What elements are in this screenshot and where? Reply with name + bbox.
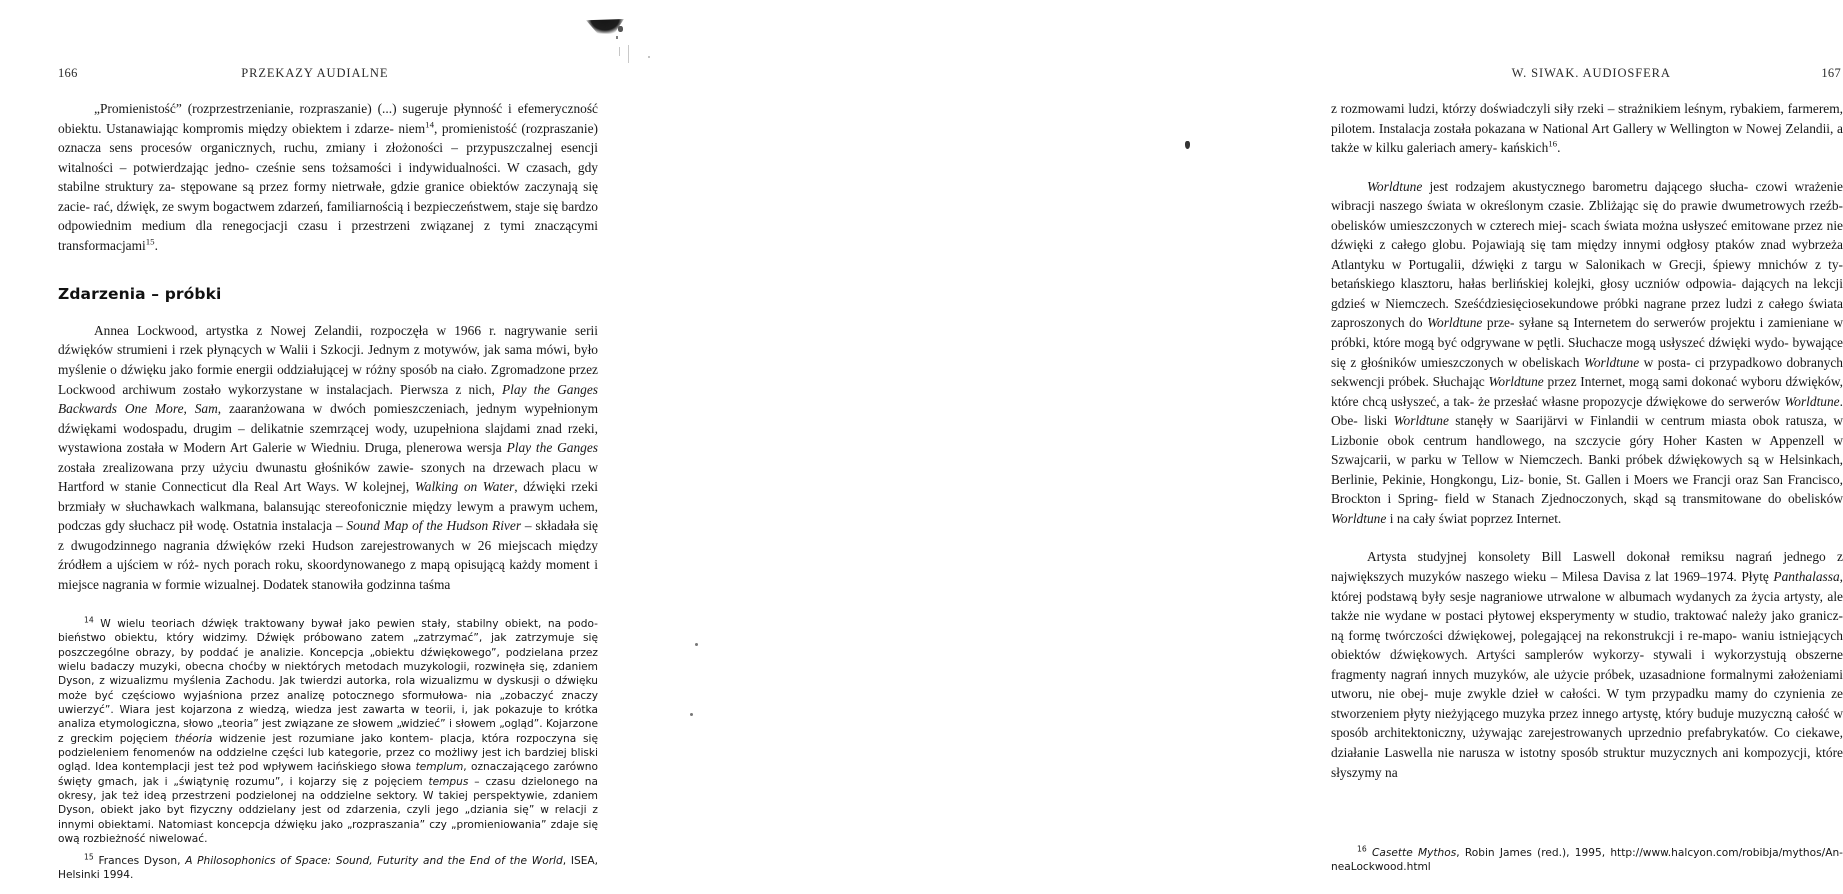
left-page	[0, 0, 631, 894]
right-page-text-column	[1331, 99, 1843, 782]
title-worldtune-2: Worldtune	[1427, 315, 1483, 331]
term-templum: templum	[415, 761, 464, 774]
title-play-the-ganges: Play the Ganges	[506, 440, 598, 456]
footnote-marker-15: 15	[84, 851, 94, 861]
paragraph-worldtune: Worldtune jest rodzajem akustycznego barometru dającego słucha- czowi wrażenie wibracji naszego świata w określonym czasie. Zbliżając się do prawie dwumetrowych rzeźb-obelisków umieszczonych w czterech miej- scach świata można usłyszeć emitowane przez nie dźwięki z całego globu. Pojawiają się tam między innymi odgłosy ptaków znad wybrzeża Atlantyku w Portugalii, dźwięki z targu w Salonikach w Grecji, śpiewy mnichów z ty- betańskiego klasztoru, hałas berlińskiej kolejki, głosy uczniów odpowia- dających na lekcji gdzieś w Niemczech. Sześćdziesięciosekundowe próbki nagrane przez ludzi z całego świata zaproszonych do Worldtune prze- syłane są Internetem do serwerów projektu i zamieniane w próbki, które mogą być odgrywane w pętli. Słuchacze mogą usłyszeć dźwięki wydo- bywające się z głośników umieszczonych w obeliskach Worldtune w posta- ci przypadkowo dobranych sekwencji próbek. Słuchając Worldtune przez Internet, mogą sami dokonać wyboru dźwięków, które chcą usłyszeć, a tak- że przesłać własne propozycje dźwiękowe do serwerów Worldtune. Obe- liski Worldtune stanęły w Saarijärvi w Finlandii w centrum miasta obok ratusza, w Lizbonie obok centrum handlowego, na szczycie góry Hoher Kasten w Appenzell w Szwajcarii, w parku w Tellow w Niemczech. Banki próbek dźwiękowych są w Helsinkach, Berlinie, Pekinie, Hongkongu, Liz- bonie, St. Gallen i Moers we Francji oraz San Francisco, Brockton i Spring- field w Stanach Zjednoczonych, skąd są transmitowane do obelisków Worldtune i na cały świat poprzez Internet.	[1331, 178, 1843, 526]
title-philosophonics: A Philosophonics of Space: Sound, Futurity and the End of the World	[185, 854, 563, 867]
footnote-14: $^{14}$ W wielu teoriach dźwięk traktowany bywał jako pewien stały, stabilny obiekt, na podo- bieństwo obiektu, który widzimy. Dźwięk próbowano zatem „zatrzymać”, jak zatrzymuje się poszczególne obrazy, by poddać je analizie. Koncepcja „obiektu dźwiękowego”, podzielana przez wielu badaczy muzyki, obecna choćby w niektórych metodach muzykologii, rozwinęła się, zdaniem Dyson, z wizualizmu myślenia Zachodu. Jak twierdzi autorka, rola wizualizmu w dyskusji o dźwięku może być częściowo wyjaśniona przez analizę potocznego sformułowa- nia „zobaczyć znaczy uwierzyć”. Wiara jest kojarzona z wiedzą, wiedza jest zawarta w teorii, i, jak pokazuje to krótka analiza etymologiczna, słowo „teoria” jest związane ze słowem „widzieć” i słowem „ogląd”. Kojarzone z greckim pojęciem théoria widzenie jest rozumiane jako kontem- placja, która rozpoczyna się podzieleniem fenomenów na oddzielne części lub kategorie, przez co możliwy jest ich bardziej bliski ogląd. Idea kontemplacji jest też pod wpływem łacińskiego słowa templum, oznaczającego zarówno święty gmach, jak i „świątynię rozumu”, i kojarzy się z pojęciem tempus – czasu dzielonego na okresy, jak też ideą przestrzeni podzielonej na oddzielne sektory. W takiej perspektywie, zdaniem Dyson, obiekt jako byt fizyczny oddzielany jest od zdarzenia, czyli jego „dziania się” w relacji z innymi obiektami. Natomiast koncepcja dźwięku jako „rozpraszania” czy „promieniowania” zdaje się ową rozbieżność niwelować.	[58, 615, 598, 846]
running-head-right	[1331, 66, 1841, 81]
paragraph-quote-promienistosc: „Promienistość” (rozprzestrzenianie, rozpraszanie) (...) sugeruje płynność i efemeryczność obiektu. Ustanawiając kompromis między obiektem i zdarze- niem$^{14}$, promienistość (rozpraszanie) oznacza sens procesów organicznych, ruchu, zmiany i złożoności – przypuszczalnej esencji witalności – potwierdzając jedno- cześnie sens tożsamości i indywidualności. W czasach, gdy stabilne struktury za- stępowane są przez formy nietrwałe, gdzie granice obiektów zaczynają się zacie- rać, dźwięk, ze swym bogactwem zdarzeń, familiarnością i bezpieczeństwem, staje się bardzo odpowiednim medium dla renegocjacji czasu i przestrzeni związanej z tymi znaczącymi transformacjami$^{15}$.	[58, 101, 598, 253]
page-number-left: 166	[58, 66, 78, 80]
title-panthalassa: Panthalassa	[1773, 569, 1840, 585]
footnote-marker-14: 14	[84, 615, 94, 625]
title-worldtune-3: Worldtune	[1583, 354, 1640, 370]
running-head-title-left: PRZEKAZY AUDIALNE	[241, 66, 389, 80]
footnote-16: $^{16}$ Casette Mythos, Robin James (red.), 1995, http://www.halcyon.com/robibja/mythos/An-neaLockwood.html	[1331, 844, 1843, 874]
footnote-ref-16[interactable]: 16	[1548, 138, 1558, 149]
running-head-title-right: W. SIWAK. AUDIOSFERA	[1511, 66, 1671, 80]
footnote-marker-16: 16	[1357, 844, 1367, 854]
footnote-ref-14[interactable]: 14	[425, 119, 434, 130]
title-casette-mythos: Casette Mythos	[1371, 847, 1457, 859]
section-heading-zdarzenia-probki: Zdarzenia – próbki	[58, 285, 222, 304]
right-page	[631, 0, 1843, 894]
left-page-text-column	[58, 99, 598, 595]
title-worldtune-1: Worldtune	[1367, 178, 1423, 194]
title-worldtune-4: Worldtune	[1488, 374, 1544, 390]
title-play-the-ganges-backwards: Play the Ganges Backwards One More, Sam	[58, 381, 598, 417]
page-number-right: 167	[1821, 66, 1841, 80]
title-walking-on-water: Walking on Water	[414, 479, 515, 495]
right-page-footnotes	[1331, 846, 1843, 875]
title-worldtune-7: Worldtune	[1331, 510, 1387, 526]
footnote-15: $^{15}$ Frances Dyson, A Philosophonics of Space: Sound, Futurity and the End of the World, ISEA, Helsinki 1994.	[58, 851, 598, 881]
term-tempus: tempus	[428, 775, 469, 788]
left-page-footnotes	[58, 617, 598, 882]
title-sound-map-hudson: Sound Map of the Hudson River	[346, 518, 522, 534]
paragraph-annea-lockwood: Annea Lockwood, artystka z Nowej Zelandii, rozpoczęła w 1966 r. nagrywanie serii dźwięków strumieni i rzek płynących w Walii i Szkocji. Jednym z motywów, jak sama mówi, było myślenie o dźwięku jako formie energii oddziałującej w różny sposób na ciało. Zgromadzone przez Lockwood archiwum zostało wykorzystane w instalacjach. Pierwsza z nich, Play the Ganges Backwards One More, Sam, zaaranżowana w dwóch pomieszczeniach, jednym wypełnionym dźwiękami wodospadu, drugim – delikatnie szemrzącej wody, uzupełniona slajdami znad rzeki, wystawiona została w Modern Art Galerie w Wiedniu. Druga, plenerowa wersja Play the Ganges została zrealizowana przy użyciu dwunastu głośników zawie- szonych na drzewach placu w Hartford w stanie Connecticut dla Real Art Ways. W kolejnej, Walking on Water, dźwięki rzeki brzmiały w słuchawkach walkmana, balansując stereofonicznie między lewym a prawym uchem, podczas gdy słuchacz pił wodę. Ostatnia instalacja – Sound Map of the Hudson River – składała się z dwugodzinnego nagrania dźwięków rzeki Hudson zarejestrowanych w 26 miejscach między źródłem a ujściem w róż- nych porach roku, skoordynowanego z mapą opisującą każdy moment i miejsce nagrania w formie wizualnej. Dodatek stanowiła godzinna taśma	[58, 322, 599, 593]
paragraph-bill-laswell: Artysta studyjnej konsolety Bill Laswell dokonał remiksu nagrań jednego z największych muzyków naszego wieku – Milesa Davisa z lat 1969–1974. Płytę Panthalassa, której podstawą były sesje nagraniowe utrwalone w albumach wydanych za życia artysty, ale także nie wydane w postaci płytowej eksperymenty w studio, traktować należy jako granicz- ną formę twórczości dźwiękowej, polegającej na rekonstrukcji i re-mapo- waniu istniejących obiektów dźwiękowych. Artyści samplerów wykorzy- stywali i wykorzystują obszerne fragmenty nagrań innych muzyków, ale użycie próbek, uzasadnione formalnymi założeniami utworu, nie obej- muje zwykle dzieł w całości. W tym przypadku mamy do czynienia ze stworzeniem płyty nieżyjącego muzyka przez innego artystę, który buduje muzyczną całość w sposób architektoniczny, używając zarejestrowanych uprzednio prefabrykatów. Co ciekawe, działanie Laswella nie narusza w istotny sposób struktur muzycznych ani kompozycji, które słyszymy na	[1331, 549, 1843, 780]
footnote-ref-15[interactable]: 15	[145, 236, 155, 247]
title-worldtune-5: Worldtune	[1784, 393, 1840, 409]
term-theoria: théoria	[174, 732, 213, 745]
title-worldtune-6: Worldtune	[1393, 413, 1449, 429]
running-head-left	[58, 66, 598, 81]
paragraph-continuation-rozmowami: z rozmowami ludzi, którzy doświadczyli siły rzeki – strażnikiem leśnym, rybakiem, farmerem, pilotem. Instalacja została pokazana w National Art Gallery w Wellington w Nowej Zelandii, a także w kilku galeriach amery- kańskich$^{16}$.	[1331, 101, 1843, 156]
